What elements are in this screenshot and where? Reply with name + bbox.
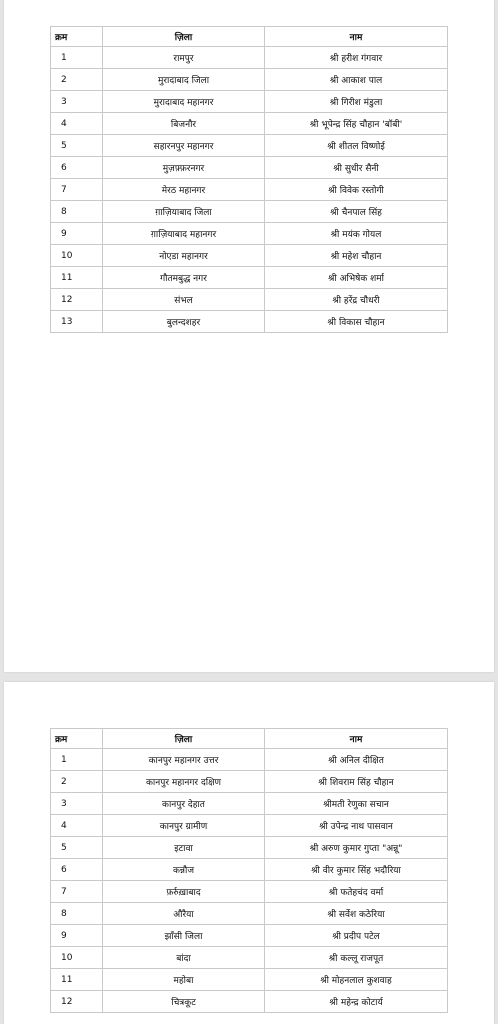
serial-number-cell: 2: [51, 771, 103, 793]
serial-number-cell: 8: [51, 201, 103, 223]
name-cell: श्री हरीश गंगवार: [265, 47, 448, 69]
serial-number-cell: 4: [51, 815, 103, 837]
district-cell: चित्रकूट: [103, 991, 265, 1013]
serial-number-cell: 8: [51, 903, 103, 925]
header-name: नाम: [265, 27, 448, 47]
name-cell: श्री आकाश पाल: [265, 69, 448, 91]
header-serial-number: क्रम: [51, 27, 103, 47]
serial-number-cell: 13: [51, 311, 103, 333]
name-cell: श्री उपेन्द्र नाथ पासवान: [265, 815, 448, 837]
table-row: [51, 267, 448, 289]
table-row: [51, 113, 448, 135]
serial-number-cell: 3: [51, 793, 103, 815]
district-cell: कानपुर महानगर उत्तर: [103, 749, 265, 771]
serial-number-cell: 7: [51, 179, 103, 201]
name-cell: श्री हरेंद्र चौधरी: [265, 289, 448, 311]
table-body: [51, 749, 448, 1013]
header-serial-number: क्रम: [51, 729, 103, 749]
document-page-1: [4, 0, 494, 672]
table-row: [51, 969, 448, 991]
name-cell: श्री मोहनलाल कुशवाह: [265, 969, 448, 991]
district-cell: गौतमबुद्ध नगर: [103, 267, 265, 289]
name-cell: श्री सर्वेश कठेरिया: [265, 903, 448, 925]
serial-number-cell: 4: [51, 113, 103, 135]
name-cell: श्री शिवराम सिंह चौहान: [265, 771, 448, 793]
serial-number-cell: 12: [51, 991, 103, 1013]
name-cell: श्रीमती रेणुका सचान: [265, 793, 448, 815]
name-cell: श्री वीर कुमार सिंह भदौरिया: [265, 859, 448, 881]
district-cell: सहारनपुर महानगर: [103, 135, 265, 157]
name-cell: श्री फतेहचंद वर्मा: [265, 881, 448, 903]
table-row: [51, 157, 448, 179]
table-row: [51, 881, 448, 903]
name-cell: श्री भूपेन्द्र सिंह चौहान 'बॉबी': [265, 113, 448, 135]
name-cell: श्री चैनपाल सिंह: [265, 201, 448, 223]
serial-number-cell: 9: [51, 925, 103, 947]
district-cell: कानपुर देहात: [103, 793, 265, 815]
name-cell: श्री प्रदीप पटेल: [265, 925, 448, 947]
serial-number-cell: 12: [51, 289, 103, 311]
table-row: [51, 903, 448, 925]
district-president-table: [50, 26, 448, 333]
table-row: [51, 135, 448, 157]
district-cell: मुरादाबाद जिला: [103, 69, 265, 91]
name-cell: श्री शीतल विष्णोई: [265, 135, 448, 157]
district-cell: मुरादाबाद महानगर: [103, 91, 265, 113]
serial-number-cell: 1: [51, 47, 103, 69]
table-row: [51, 947, 448, 969]
name-cell: श्री विकास चौहान: [265, 311, 448, 333]
table-row: [51, 859, 448, 881]
serial-number-cell: 3: [51, 91, 103, 113]
name-cell: श्री विवेक रस्तोगी: [265, 179, 448, 201]
serial-number-cell: 11: [51, 969, 103, 991]
table-row: [51, 991, 448, 1013]
table-row: [51, 91, 448, 113]
table-row: [51, 311, 448, 333]
table-row: [51, 245, 448, 267]
district-cell: मुज़फ़्फ़रनगर: [103, 157, 265, 179]
serial-number-cell: 10: [51, 245, 103, 267]
serial-number-cell: 7: [51, 881, 103, 903]
serial-number-cell: 10: [51, 947, 103, 969]
serial-number-cell: 6: [51, 859, 103, 881]
district-cell: कानपुर महानगर दक्षिण: [103, 771, 265, 793]
district-cell: ग़ाज़ियाबाद महानगर: [103, 223, 265, 245]
header-district: ज़िला: [103, 729, 265, 749]
name-cell: श्री सुधीर सैनी: [265, 157, 448, 179]
table-header-row: [51, 27, 448, 47]
table-header-row: [51, 729, 448, 749]
table-row: [51, 837, 448, 859]
table-row: [51, 69, 448, 91]
district-cell: महोबा: [103, 969, 265, 991]
district-president-table: [50, 728, 448, 1013]
table-row: [51, 289, 448, 311]
name-cell: श्री अभिषेक शर्मा: [265, 267, 448, 289]
district-cell: बांदा: [103, 947, 265, 969]
table-row: [51, 47, 448, 69]
name-cell: श्री अनिल दीक्षित: [265, 749, 448, 771]
table-row: [51, 179, 448, 201]
district-cell: इटावा: [103, 837, 265, 859]
district-cell: कन्नौज: [103, 859, 265, 881]
document-page-2: [4, 682, 494, 1024]
district-cell: बिजनौर: [103, 113, 265, 135]
serial-number-cell: 1: [51, 749, 103, 771]
table-row: [51, 771, 448, 793]
table-row: [51, 815, 448, 837]
name-cell: श्री महेश चौहान: [265, 245, 448, 267]
serial-number-cell: 5: [51, 135, 103, 157]
district-cell: झाँसी जिला: [103, 925, 265, 947]
name-cell: श्री कल्लू राजपूत: [265, 947, 448, 969]
serial-number-cell: 6: [51, 157, 103, 179]
district-cell: औरैया: [103, 903, 265, 925]
serial-number-cell: 11: [51, 267, 103, 289]
table-row: [51, 793, 448, 815]
serial-number-cell: 2: [51, 69, 103, 91]
table-row: [51, 925, 448, 947]
header-district: ज़िला: [103, 27, 265, 47]
district-cell: संभल: [103, 289, 265, 311]
name-cell: श्री अरुण कुमार गुप्ता "अन्नू": [265, 837, 448, 859]
table-row: [51, 749, 448, 771]
table-row: [51, 201, 448, 223]
name-cell: श्री महेन्द्र कोटार्य: [265, 991, 448, 1013]
header-name: नाम: [265, 729, 448, 749]
name-cell: श्री गिरीश मंडुला: [265, 91, 448, 113]
serial-number-cell: 5: [51, 837, 103, 859]
table-body: [51, 47, 448, 333]
district-cell: कानपुर ग्रामीण: [103, 815, 265, 837]
district-cell: मेरठ महानगर: [103, 179, 265, 201]
name-cell: श्री मयंक गोयल: [265, 223, 448, 245]
serial-number-cell: 9: [51, 223, 103, 245]
table-row: [51, 223, 448, 245]
district-cell: रामपुर: [103, 47, 265, 69]
district-cell: ग़ाज़ियाबाद जिला: [103, 201, 265, 223]
district-cell: बुलन्दशहर: [103, 311, 265, 333]
district-cell: फ़र्रुख़ाबाद: [103, 881, 265, 903]
district-cell: नोएडा महानगर: [103, 245, 265, 267]
